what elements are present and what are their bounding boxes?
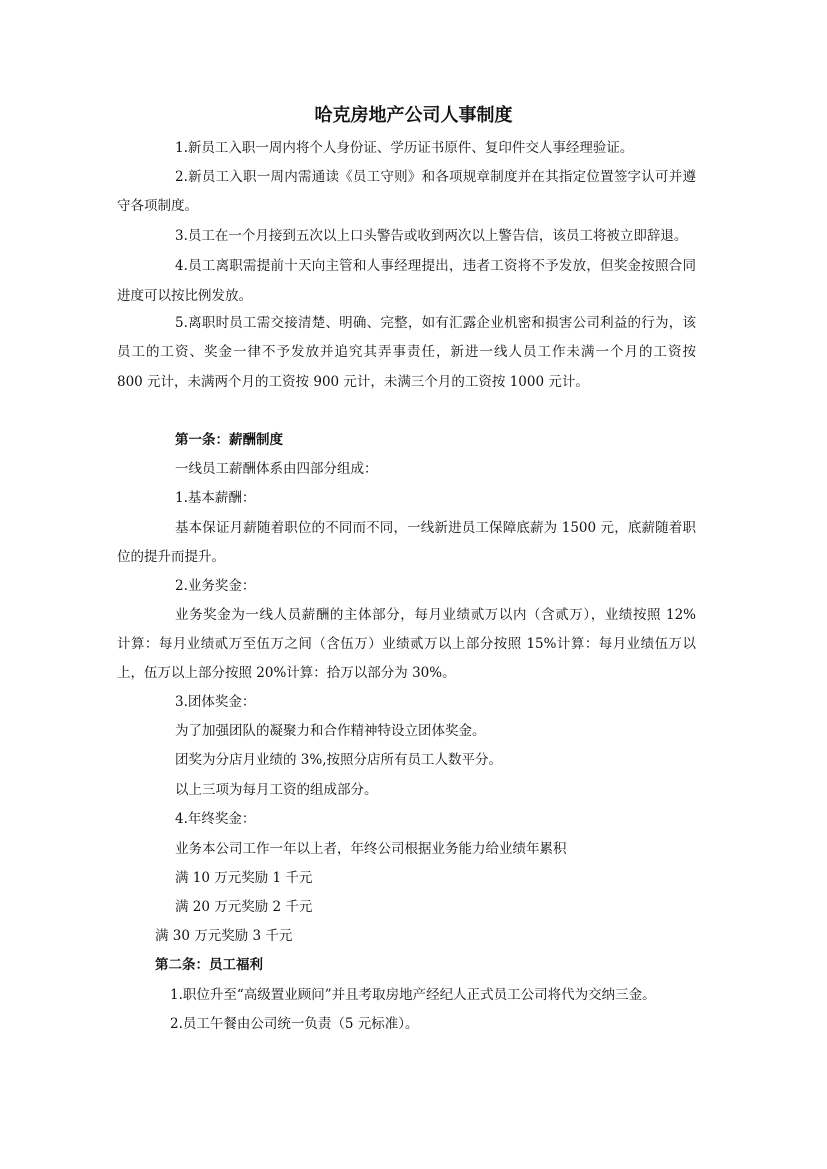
intro-clause-4-line-2: 进度可以按比例发放。	[117, 288, 252, 304]
annual-bonus-tier-1: 满 10 万元奖励 1 千元	[175, 870, 313, 886]
section-2-heading: 第二条：员工福利	[155, 957, 263, 973]
document-title: 哈克房地产公司人事制度	[314, 105, 513, 126]
business-bonus-line-3: 上，伍万以上部分按照 20%计算：拾万以部分为 30%。	[117, 665, 456, 681]
annual-bonus-tier-3: 满 30 万元奖励 3 千元	[155, 928, 293, 944]
intro-clause-3: 3.员工在一个月接到五次以上口头警告或收到两次以上警告信，该员工将被立即辞退。	[175, 228, 688, 244]
team-bonus-heading: 3.团体奖金：	[175, 694, 256, 710]
annual-bonus-line-1: 业务本公司工作一年以上者，年终公司根据业务能力给业绩年累积	[175, 841, 567, 857]
benefit-item-1: 1.职位升至“高级置业顾问”并且考取房地产经纪人正式员工公司将代为交纳三金。	[170, 987, 656, 1003]
section-1-intro: 一线员工薪酬体系由四部分组成：	[175, 461, 378, 477]
annual-bonus-tier-2: 满 20 万元奖励 2 千元	[175, 899, 313, 915]
intro-clause-2-line-1: 2.新员工入职一周内需通读《员工守则》和各项规章制度并在其指定位置签字认可并遵	[175, 169, 696, 185]
intro-clause-5-line-2: 员工的工资、奖金一律不予发放并追究其弄事责任，新进一线人员工作未满一个月的工资按	[117, 344, 696, 360]
base-salary-line-1: 基本保证月薪随着职位的不同而不同，一线新进员工保障底薪为 1500 元，底薪随着职	[175, 520, 696, 536]
intro-clause-5-line-3: 800 元计，未满两个月的工资按 900 元计，未满三个月的工资按 1000 元计。	[117, 374, 589, 390]
intro-clause-1: 1.新员工入职一周内将个人身份证、学历证书原件、复印件交人事经理验证。	[175, 140, 634, 156]
intro-clause-2-line-2: 守各项制度。	[117, 198, 198, 214]
base-salary-heading: 1.基本薪酬：	[175, 490, 256, 506]
benefit-item-2: 2.员工午餐由公司统一负责（5 元标准）。	[170, 1016, 419, 1032]
annual-bonus-heading: 4.年终奖金：	[175, 811, 256, 827]
business-bonus-line-2: 计算：每月业绩贰万至伍万之间（含伍万）业绩贰万以上部分按照 15%计算：每月业绩伍万以	[117, 636, 696, 652]
intro-clause-5-line-1: 5.离职时员工需交接清楚、明确、完整，如有汇露企业机密和损害公司利益的行为，该	[175, 315, 696, 331]
team-bonus-line-1: 为了加强团队的凝聚力和合作精神特设立团体奖金。	[175, 723, 486, 739]
team-bonus-line-3: 以上三项为每月工资的组成部分。	[175, 782, 378, 798]
business-bonus-heading: 2.业务奖金：	[175, 578, 256, 594]
intro-clause-4-line-1: 4.员工离职需提前十天向主管和人事经理提出，违者工资将不予发放，但奖金按照合同	[175, 258, 696, 274]
section-1-heading: 第一条：薪酬制度	[175, 432, 283, 448]
base-salary-line-2: 位的提升而提升。	[117, 549, 225, 565]
team-bonus-line-2: 团奖为分店月业绩的 3%,按照分店所有员工人数平分。	[175, 752, 502, 768]
business-bonus-line-1: 业务奖金为一线人员薪酬的主体部分，每月业绩贰万以内（含贰万），业绩按照 12%	[175, 607, 696, 623]
